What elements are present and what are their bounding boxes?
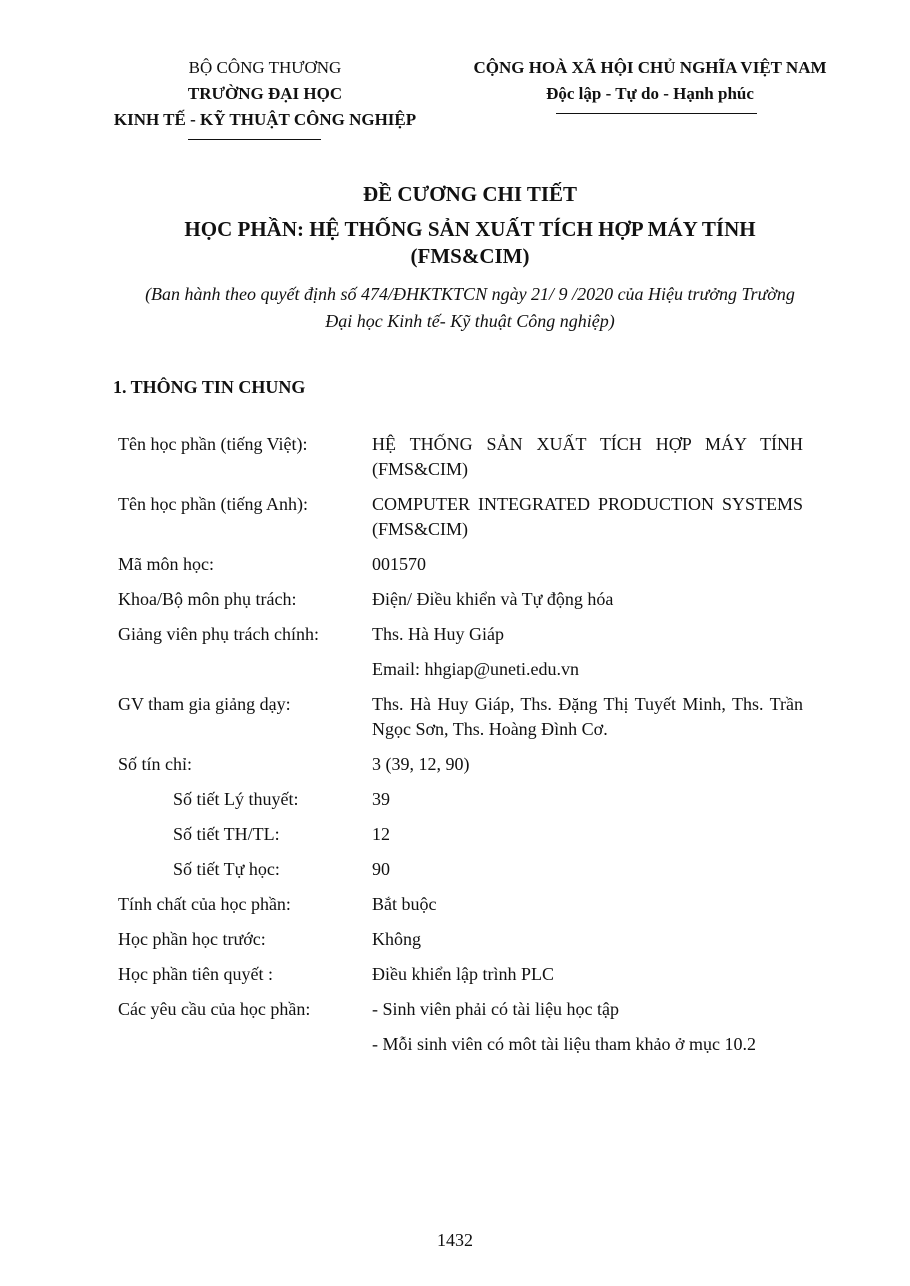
table-row xyxy=(118,432,803,492)
table-row xyxy=(118,822,803,857)
row-value: 001570 xyxy=(372,554,426,574)
row-label: Tên học phần (tiếng Việt): xyxy=(118,434,308,454)
table-row xyxy=(118,552,803,587)
row-value: COMPUTER INTEGRATED PRODUCTION SYSTEMS (FMS&CIM) xyxy=(372,494,803,539)
row-value: 12 xyxy=(372,824,390,844)
table-row xyxy=(118,752,803,787)
table-row xyxy=(118,492,803,552)
row-value: - Sinh viên phải có tài liệu học tập xyxy=(372,999,619,1019)
table-row xyxy=(118,857,803,892)
table-row xyxy=(118,587,803,622)
row-label: Mã môn học: xyxy=(118,554,214,574)
row-value: Điện/ Điều khiển và Tự động hóa xyxy=(372,589,614,609)
table-row xyxy=(118,892,803,927)
header-right-underline xyxy=(556,113,757,114)
header-left-underline xyxy=(188,139,321,140)
university-name-line2: KINH TẾ - KỸ THUẬT CÔNG NGHIỆP xyxy=(113,110,417,129)
row-label: Tên học phần (tiếng Anh): xyxy=(118,494,308,514)
row-value: Bắt buộc xyxy=(372,894,437,914)
header-right xyxy=(450,55,850,107)
row-label: Số tiết Tự học: xyxy=(173,859,280,879)
row-label: Các yêu cầu của học phần: xyxy=(118,999,311,1019)
row-label: Khoa/Bộ môn phụ trách: xyxy=(118,589,297,609)
header-left xyxy=(95,55,435,133)
table-row xyxy=(118,997,803,1032)
page-number: 1432 xyxy=(437,1230,473,1250)
general-info-table xyxy=(118,432,803,1067)
row-value: 3 (39, 12, 90) xyxy=(372,754,470,774)
row-label: Số tín chỉ: xyxy=(118,754,193,774)
table-row xyxy=(118,962,803,997)
table-row xyxy=(118,657,803,692)
table-row xyxy=(118,1032,803,1067)
row-value: Điều khiển lập trình PLC xyxy=(372,964,554,984)
document-title: ĐỀ CƯƠNG CHI TIẾT xyxy=(362,182,578,206)
row-value: - Mỗi sinh viên có môt tài liệu tham khảo ở mục 10.2 xyxy=(372,1034,756,1054)
row-label: Tính chất của học phần: xyxy=(118,894,291,914)
row-label xyxy=(118,1032,372,1067)
table-row xyxy=(118,622,803,657)
row-label: Học phần tiên quyết : xyxy=(118,964,273,984)
table-row xyxy=(118,787,803,822)
row-value: 39 xyxy=(372,789,390,809)
national-motto: Độc lập - Tự do - Hạnh phúc xyxy=(546,84,754,103)
university-name-line1: TRƯỜNG ĐẠI HỌC xyxy=(187,84,343,103)
table-row xyxy=(118,692,803,752)
row-value: Ths. Hà Huy Giáp, Ths. Đặng Thị Tuyết Minh, Ths. Trần Ngọc Sơn, Ths. Hoàng Đình Cơ. xyxy=(372,694,803,739)
row-label: Học phần học trước: xyxy=(118,929,266,949)
row-label: Số tiết TH/TL: xyxy=(173,824,280,844)
row-label: Số tiết Lý thuyết: xyxy=(173,789,299,809)
row-value: Không xyxy=(372,929,421,949)
decree-line1: (Ban hành theo quyết định số 474/ĐHKTKTCN ngày 21/ 9 /2020 của Hiệu trưởng Trường xyxy=(145,284,795,304)
course-title-line2: (FMS&CIM) xyxy=(410,244,530,268)
row-label: Giảng viên phụ trách chính: xyxy=(118,624,319,644)
row-label: GV tham gia giảng dạy: xyxy=(118,694,291,714)
row-label xyxy=(118,657,372,692)
section-heading-general-info: 1. THÔNG TIN CHUNG xyxy=(113,377,306,397)
row-value: 90 xyxy=(372,859,390,879)
row-value: HỆ THỐNG SẢN XUẤT TÍCH HỢP MÁY TÍNH (FMS&CIM) xyxy=(372,434,803,479)
republic-name: CỘNG HOÀ XÃ HỘI CHỦ NGHĨA VIỆT NAM xyxy=(473,58,827,77)
row-value-email: Email: hhgiap@uneti.edu.vn xyxy=(372,659,580,679)
table-row xyxy=(118,927,803,962)
course-title-line1: HỌC PHẦN: HỆ THỐNG SẢN XUẤT TÍCH HỢP MÁY TÍNH xyxy=(184,217,756,241)
decree-line2: Đại học Kinh tế- Kỹ thuật Công nghiệp) xyxy=(325,311,615,331)
ministry-name: BỘ CÔNG THƯƠNG xyxy=(188,58,342,77)
row-value: Ths. Hà Huy Giáp xyxy=(372,624,504,644)
